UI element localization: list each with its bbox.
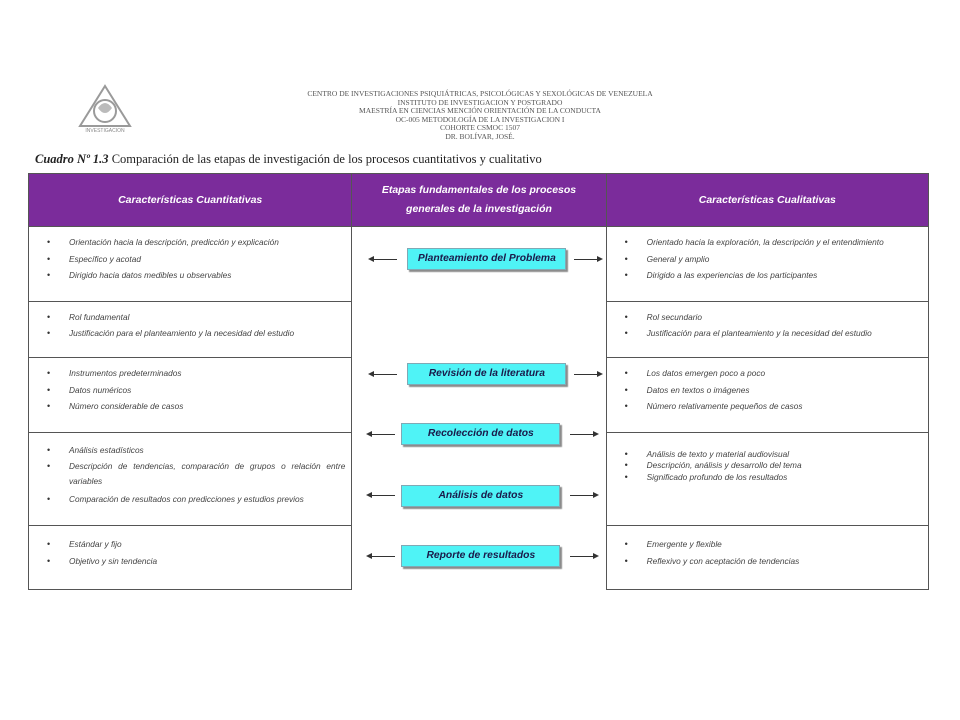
institution-line: CENTRO DE INVESTIGACIONES PSIQUIÁTRICAS, PSICOLÓGICAS Y SEXOLÓGICAS DE VENEZUELA	[307, 89, 653, 98]
list-item: • Rol fundamental	[47, 312, 345, 323]
list-item: • Significado profundo de los resultados	[625, 472, 922, 483]
list-item: • Dirigido hacia datos medibles u observables	[47, 270, 345, 281]
list-item: • General y amplio	[625, 254, 922, 265]
right-arrow-icon	[570, 434, 594, 435]
list-item: • Descripción de tendencias, comparación de grupos o relación entre variables	[47, 459, 345, 488]
right-arrow-icon	[574, 374, 598, 375]
list-item: • Los datos emergen poco a poco	[625, 368, 922, 379]
qual-cell	[606, 227, 928, 302]
left-arrow-icon	[371, 556, 395, 557]
comparison-table	[28, 173, 929, 590]
institution-line: COHORTE CSMOC 1507	[440, 123, 520, 133]
list-item: • Comparación de resultados con predicciones y estudios previos	[47, 494, 345, 505]
list-item: • Justificación para el planteamiento y la necesidad del estudio	[625, 328, 922, 339]
qual-cell	[606, 301, 928, 357]
list-item: • Número relativamente pequeños de casos	[625, 401, 922, 412]
header-quantitative: Características Cuantitativas	[29, 174, 352, 227]
list-item: • Objetivo y sin tendencia	[47, 556, 345, 567]
list-item: • Estándar y fijo	[47, 539, 345, 550]
header-stages: Etapas fundamentales de los procesos generales de la investigación	[352, 174, 606, 227]
list-item: • Datos numéricos	[47, 385, 345, 396]
table-caption	[35, 152, 542, 167]
institution-logo	[78, 84, 132, 134]
header-qualitative: Características Cualitativas	[606, 174, 928, 227]
qual-cell	[606, 432, 928, 526]
stages-column	[352, 227, 606, 590]
quant-cell	[29, 357, 352, 432]
list-item: • Emergente y flexible	[625, 539, 922, 550]
left-arrow-icon	[371, 434, 395, 435]
stage-box: Reporte de resultados	[401, 545, 560, 567]
institution-header	[290, 90, 670, 142]
qual-cell	[606, 357, 928, 432]
list-item: • Orientación hacia la descripción, predicción y explicación	[47, 237, 345, 248]
qual-cell	[606, 526, 928, 589]
caption-text: Comparación de las etapas de investigación de los procesos cuantitativos y cualitativo	[108, 152, 542, 166]
left-arrow-icon	[373, 259, 397, 260]
quant-cell	[29, 301, 352, 357]
list-item: • Justificación para el planteamiento y la necesidad del estudio	[47, 328, 345, 339]
list-item: • Reflexivo y con aceptación de tendencias	[625, 556, 922, 567]
list-item: • Datos en textos o imágenes	[625, 385, 922, 396]
left-arrow-icon	[371, 495, 395, 496]
left-arrow-icon	[373, 374, 397, 375]
quant-cell	[29, 227, 352, 302]
table-row	[29, 227, 929, 302]
right-arrow-icon	[574, 259, 598, 260]
list-item: • Número considerable de casos	[47, 401, 345, 412]
list-item: • Específico y acotad	[47, 254, 345, 265]
institution-line: DR. BOLÍVAR, JOSÉ.	[445, 131, 515, 141]
list-item: • Instrumentos predeterminados	[47, 368, 345, 379]
stage-box: Planteamiento del Problema	[407, 248, 566, 270]
right-arrow-icon	[570, 495, 594, 496]
header-row	[29, 174, 929, 227]
list-item: • Dirigido a las experiencias de los participantes	[625, 270, 922, 281]
institution-line: OC-005 METODOLOGÍA DE LA INVESTIGACION I	[395, 114, 565, 124]
right-arrow-icon	[570, 556, 594, 557]
institution-line: MAESTRÍA EN CIENCIAS MENCIÓN ORIENTACIÓN DE LA CONDUCTA	[359, 106, 601, 116]
quant-cell	[29, 526, 352, 589]
institution-line: INSTITUTO DE INVESTIGACION Y POSTGRADO	[397, 97, 563, 107]
stage-box: Recolección de datos	[401, 423, 560, 445]
list-item: • Rol secundario	[625, 312, 922, 323]
svg-text:INVESTIGACION: INVESTIGACION	[85, 128, 125, 134]
list-item: • Orientado hacia la exploración, la descripción y el entendimiento	[625, 237, 922, 248]
stage-box: Análisis de datos	[401, 485, 560, 507]
list-item: • Análisis de texto y material audiovisual	[625, 449, 922, 460]
list-item: • Descripción, análisis y desarrollo del tema	[625, 460, 922, 471]
list-item: • Análisis estadísticos	[47, 445, 345, 456]
caption-label: Cuadro Nº 1.3	[35, 152, 109, 166]
stage-box: Revisión de la literatura	[407, 363, 566, 385]
quant-cell	[29, 432, 352, 526]
